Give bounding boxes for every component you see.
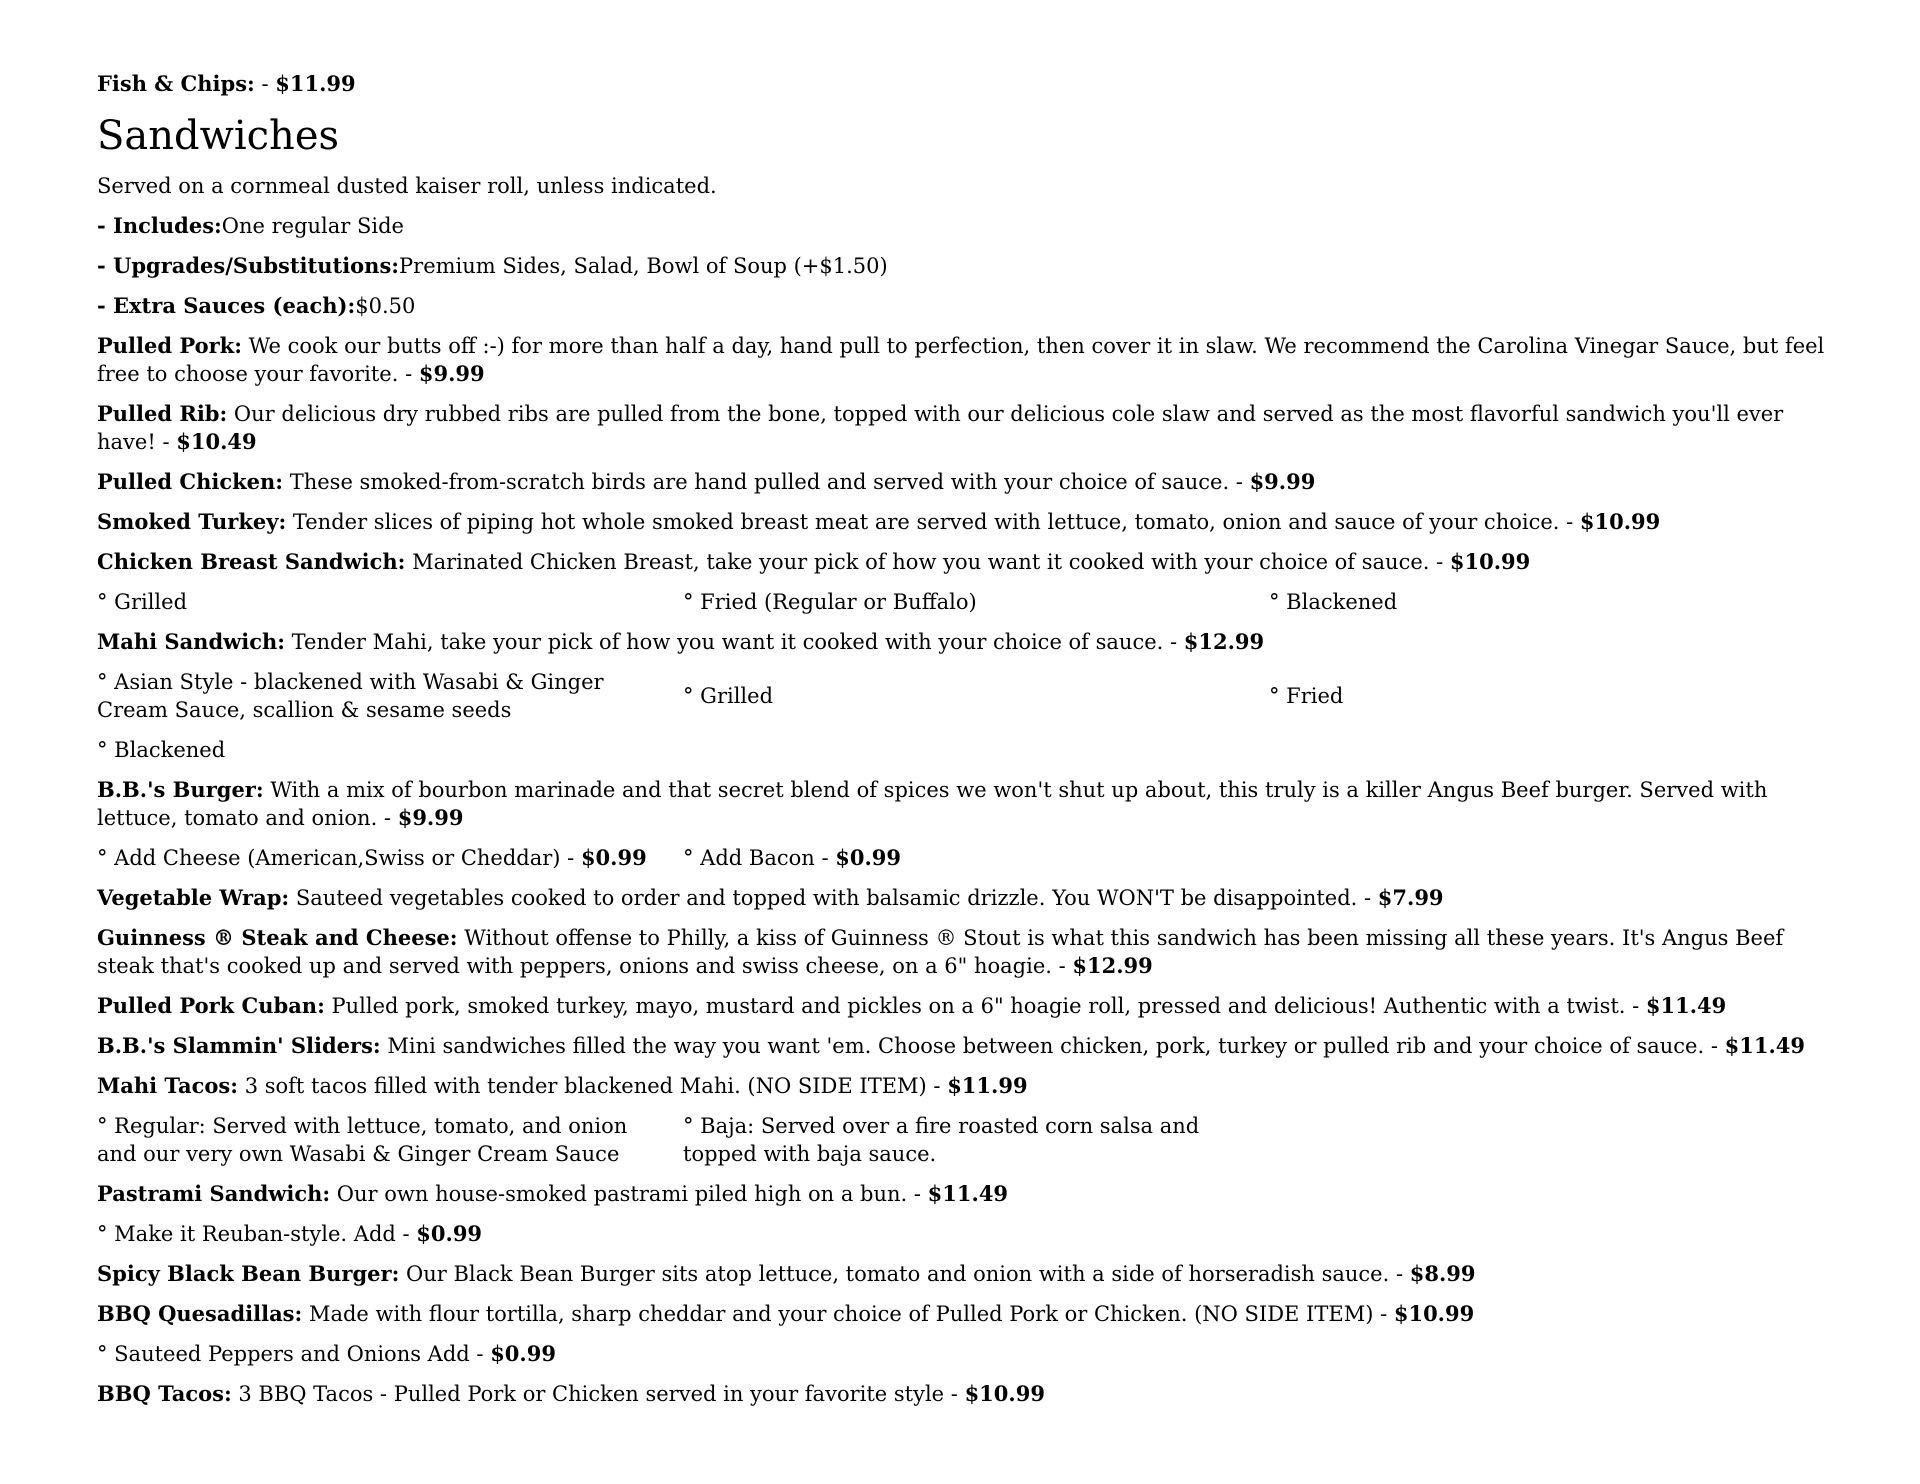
menu-item-smoked-turkey	[97, 508, 1837, 536]
pastrami-option	[97, 1220, 1837, 1248]
menu-item-mahi-sandwich	[97, 628, 1837, 656]
section-title: Sandwiches	[97, 113, 340, 159]
option-text: ° Add Bacon -	[683, 846, 836, 870]
item-name: Pulled Chicken:	[97, 469, 284, 494]
note-value: One regular Side	[221, 214, 404, 238]
mahi-tacos-options	[97, 1112, 1837, 1168]
menu-item-guinness-steak	[97, 924, 1837, 980]
item-description: Our delicious dry rubbed ribs are pulled from the bone, topped with our delicious cole slaw and served as the most flavorful sandwich you'll ever have! -	[97, 402, 1784, 454]
item-separator: -	[254, 72, 276, 96]
note-upgrades	[97, 252, 1837, 280]
item-price: $11.49	[1645, 993, 1727, 1018]
item-price: $9.99	[397, 805, 464, 830]
option-price: $0.99	[835, 845, 901, 870]
item-name: Mahi Tacos:	[97, 1073, 239, 1098]
item-name: Guinness ® Steak and Cheese:	[97, 925, 458, 950]
item-price: $8.99	[1409, 1261, 1476, 1286]
item-description: Tender Mahi, take your pick of how you want it cooked with your choice of sauce. -	[285, 630, 1184, 654]
item-name: Smoked Turkey:	[97, 509, 287, 534]
item-description: Our own house-smoked pastrami piled high on a bun. -	[330, 1182, 928, 1206]
menu-item-pulled-rib	[97, 400, 1837, 456]
option-price: $0.99	[580, 845, 647, 870]
option-text: ° Make it Reuban-style. Add -	[97, 1222, 417, 1246]
note-value: $0.50	[355, 294, 416, 318]
item-name: BBQ Quesadillas:	[97, 1301, 303, 1326]
item-price: $10.49	[176, 429, 257, 454]
item-description: Tender slices of piping hot whole smoked breast meat are served with lettuce, tomato, onion and sauce of your choice. -	[286, 510, 1580, 534]
note-label: - Includes:	[97, 213, 222, 238]
mahi-sandwich-options	[97, 668, 1837, 724]
menu-item-fish-chips	[97, 70, 1837, 98]
item-description: Made with flour tortilla, sharp cheddar and your choice of Pulled Pork or Chicken. (NO SIDE ITEM) -	[302, 1302, 1394, 1326]
item-description: Our Black Bean Burger sits atop lettuce, tomato and onion with a side of horseradish sauce. -	[399, 1262, 1410, 1286]
note-includes	[97, 212, 1837, 240]
option-item: ° Grilled	[97, 590, 188, 614]
item-price: $9.99	[418, 361, 485, 386]
item-price: $7.99	[1377, 885, 1444, 910]
item-name: Spicy Black Bean Burger:	[97, 1261, 400, 1286]
menu-item-sliders	[97, 1032, 1837, 1060]
menu-item-bbq-tacos	[97, 1380, 1837, 1408]
item-name: Fish & Chips:	[97, 71, 255, 96]
item-description: We cook our butts off :-) for more than half a day, hand pull to perfection, then cover it in slaw. We recommend the Carolina Vinegar Sauce, but feel free to choose your favorite. -	[97, 334, 1825, 386]
item-description: Pulled pork, smoked turkey, mayo, mustard and pickles on a 6" hoagie roll, pressed and delicious! Authentic with a twist. -	[324, 994, 1646, 1018]
item-name: Pulled Pork:	[97, 333, 242, 358]
item-price: $11.49	[1724, 1033, 1805, 1058]
note-extra-sauces	[97, 292, 1837, 320]
item-price: $11.99	[275, 71, 356, 96]
option-price: $0.99	[416, 1221, 483, 1246]
option-item: ° Grilled	[683, 684, 774, 708]
item-name: B.B.'s Slammin' Sliders:	[97, 1033, 381, 1058]
item-name: Pastrami Sandwich:	[97, 1181, 331, 1206]
item-description: Marinated Chicken Breast, take your pick of how you want it cooked with your choice of sauce. -	[405, 550, 1450, 574]
section-subtitle: Served on a cornmeal dusted kaiser roll, unless indicated.	[97, 174, 717, 198]
option-item: ° Baja: Served over a fire roasted corn salsa and topped with baja sauce.	[683, 1114, 1200, 1166]
item-price: $10.99	[964, 1381, 1045, 1406]
option-item: ° Blackened	[97, 738, 226, 762]
menu-item-chicken-breast	[97, 548, 1837, 576]
item-description: These smoked-from-scratch birds are hand pulled and served with your choice of sauce. -	[283, 470, 1250, 494]
option-price: $0.99	[490, 1341, 556, 1366]
item-description: With a mix of bourbon marinade and that secret blend of spices we won't shut up about, this truly is a killer Angus Beef burger. Served with lettuce, tomato and onion. -	[97, 778, 1768, 830]
menu-item-bbq-quesadillas	[97, 1300, 1837, 1328]
option-item: ° Fried	[1269, 684, 1344, 708]
quesadillas-option	[97, 1340, 1837, 1368]
menu-item-pastrami	[97, 1180, 1837, 1208]
menu-item-bb-burger	[97, 776, 1837, 832]
item-price: $9.99	[1249, 469, 1316, 494]
item-price: $12.99	[1072, 953, 1153, 978]
chicken-breast-options	[97, 588, 1837, 616]
menu-item-vegetable-wrap	[97, 884, 1837, 912]
option-add-bacon	[683, 844, 1269, 872]
item-name: Chicken Breast Sandwich:	[97, 549, 406, 574]
item-price: $10.99	[1449, 549, 1531, 574]
option-add-cheese	[97, 844, 683, 872]
item-description: Sauteed vegetables cooked to order and topped with balsamic drizzle. You WON'T be disappointed. -	[289, 886, 1378, 910]
option-item: ° Blackened	[1269, 590, 1398, 614]
item-description: Mini sandwiches filled the way you want 'em. Choose between chicken, pork, turkey or pulled rib and your choice of sauce. -	[380, 1034, 1725, 1058]
item-name: BBQ Tacos:	[97, 1381, 232, 1406]
mahi-sandwich-options-row2	[97, 736, 1837, 764]
menu-item-pulled-chicken	[97, 468, 1837, 496]
item-description: Without offense to Philly, a kiss of Guinness ® Stout is what this sandwich has been missing all these years. It's Angus Beef steak that's cooked up and served with peppers, onions and swiss cheese, on a 6" hoagie. -	[97, 926, 1784, 978]
item-price: $10.99	[1393, 1301, 1475, 1326]
item-description: 3 BBQ Tacos - Pulled Pork or Chicken served in your favorite style -	[231, 1382, 965, 1406]
menu-item-pulled-pork	[97, 332, 1837, 388]
item-name: Pulled Pork Cuban:	[97, 993, 325, 1018]
note-value: Premium Sides, Salad, Bowl of Soup (+$1.50)	[399, 254, 888, 278]
item-name: Vegetable Wrap:	[97, 885, 290, 910]
item-price: $11.99	[947, 1073, 1028, 1098]
menu-item-mahi-tacos	[97, 1072, 1837, 1100]
item-name: Pulled Rib:	[97, 401, 228, 426]
note-label: - Extra Sauces (each):	[97, 293, 356, 318]
note-label: - Upgrades/Substitutions:	[97, 253, 400, 278]
item-description: 3 soft tacos filled with tender blackened Mahi. (NO SIDE ITEM) -	[238, 1074, 948, 1098]
menu-page	[97, 70, 1837, 1420]
item-price: $11.49	[927, 1181, 1009, 1206]
item-name: B.B.'s Burger:	[97, 777, 264, 802]
menu-item-pulled-pork-cuban	[97, 992, 1837, 1020]
option-item: ° Fried (Regular or Buffalo)	[683, 590, 977, 614]
option-item: ° Asian Style - blackened with Wasabi & Ginger Cream Sauce, scallion & sesame seeds	[97, 670, 604, 722]
option-text: ° Add Cheese (American,Swiss or Cheddar) -	[97, 846, 581, 870]
item-price: $10.99	[1579, 509, 1661, 534]
option-item: ° Regular: Served with lettuce, tomato, and onion and our very own Wasabi & Ginger Cream Sauce	[97, 1114, 628, 1166]
item-name: Mahi Sandwich:	[97, 629, 285, 654]
item-price: $12.99	[1183, 629, 1265, 654]
bb-burger-options	[97, 844, 1837, 872]
menu-item-black-bean-burger	[97, 1260, 1837, 1288]
option-text: ° Sauteed Peppers and Onions Add -	[97, 1342, 491, 1366]
